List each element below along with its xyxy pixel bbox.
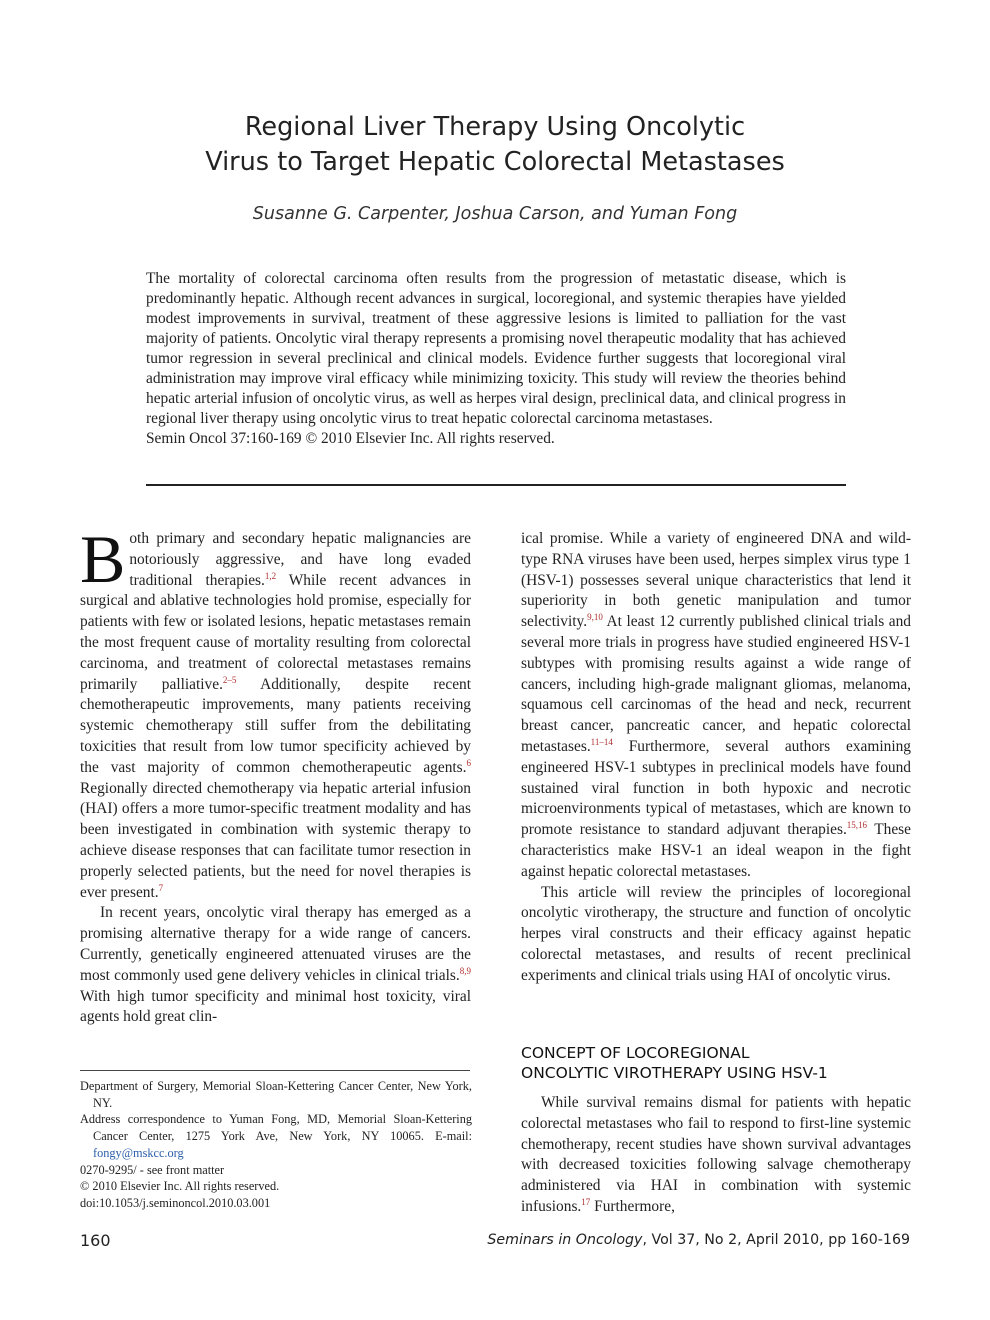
reference-link[interactable]: 15,16 (846, 820, 868, 831)
email-link[interactable]: fongy@mskcc.org (93, 1145, 184, 1160)
reference-link[interactable]: 8,9 (459, 965, 471, 976)
journal-name: Seminars in Oncology (487, 1232, 643, 1248)
author-list: Susanne G. Carpenter, Joshua Carson, and Yuman Fong (252, 204, 738, 224)
footnotes (80, 1078, 472, 1212)
left-paragraph-2: In recent years, oncolytic viral therapy has emerged as a promising alternative therapy for a wide range of cancers. Currently, genetically engineered attenuated viruses are the most commonly used gene delivery vehicles in clinical trials.$^{8,9}$ With high tumor specificity and minimal host toxicity, viral agents hold great clin- (80, 904, 471, 1026)
article-title (80, 110, 910, 180)
abstract-text: The mortality of colorectal carcinoma often results from the progression of metastatic disease, which is predominantly hepatic. Although recent advances in surgical, locoregional, and systemic therapies have yielded modest improvements in survival, treatment of these aggressive lesions is limited to palliation for the vast majority of patients. Oncolytic viral therapy represents a promising novel therapeutic modality that has achieved tumor regression in several preclinical and clinical models. Evidence further suggests that locoregional viral administration may improve viral efficacy while minimizing toxicity. This study will review the theories behind hepatic arterial infusion of oncolytic virus, as well as herpes viral design, preclinical data, and clinical progress in regional liver therapy using oncolytic virus to treat hepatic colorectal carcinoma metastases. (146, 270, 846, 427)
correspondence-note: Address correspondence to Yuman Fong, MD, Memorial Sloan-Kettering Cancer Center, 1275 York Ave, New York, NY 10065. E-mail: fongy@mskcc.org (80, 1112, 472, 1160)
right-column-section (521, 1093, 911, 1218)
copyright-note: © 2010 Elsevier Inc. All rights reserved. (80, 1179, 280, 1194)
abstract (146, 269, 846, 449)
title-line-2: Virus to Target Hepatic Colorectal Metastases (205, 147, 785, 177)
title-line-1: Regional Liver Therapy Using Oncolytic (244, 112, 746, 142)
left-paragraph-1: Both primary and secondary hepatic malignancies are notoriously aggressive, and have long evaded traditional therapies.$^{1,2}$ While recent advances in surgical and ablative technologies hold promise, especially for patients with few or isolated lesions, hepatic metastases remain the most frequent cause of mortality resulting from colorectal carcinoma, and treatment of colorectal metastases remains primarily palliative.$^{2-5}$ Additionally, despite recent chemotherapeutic improvements, many patients receiving systemic chemotherapy still suffer from the debilitating toxicities that result from low tumor specificity achieved by the vast majority of common chemotherapeutic agents.$^6$ Regionally directed chemotherapy via hepatic arterial infusion (HAI) offers a more tumor-specific treatment modality and has been investigated in combination with systemic therapy to achieve disease responses that can facilitate tumor resection in properly selected patients, but the need for novel therapies is ever present.$^7$ (80, 521, 471, 901)
abstract-bottom-rule (146, 484, 846, 486)
journal-details: , Vol 37, No 2, April 2010, pp 160-169 (642, 1232, 910, 1248)
reference-link[interactable]: 17 (581, 1196, 591, 1207)
affiliation-note: Department of Surgery, Memorial Sloan-Kettering Cancer Center, New York, NY. (80, 1079, 472, 1110)
right-paragraph-1: ical promise. While a variety of engineered DNA and wild-type RNA viruses have been used, herpes simplex virus type 1 (HSV-1) possesses several unique characteristics that lend it superiority in both genetic manipulation and tumor selectivity.$^{9,10}$ At least 12 currently published clinical trials and several more trials in progress have studied engineered HSV-1 subtypes with promising results against a wide range of cancers, including high-grade malignant gliomas, melanoma, squamous cell carcinomas of the head and neck, recurrent breast cancer, pancreatic cancer, and hepatic colorectal metastases.$^{11-14}$ Furthermore, several authors examining engineered HSV-1 subtypes in preclinical models have found sustained viral function in both hypoxic and necrotic microenvironments typical of metastases, which are known to promote resistance to standard adjuvant therapies.$^{15,16}$ These characteristics make HSV-1 an ideal weapon in the fight against hepatic colorectal metastases. (521, 530, 911, 880)
reference-link[interactable]: 9,10 (587, 612, 603, 623)
left-column (80, 521, 471, 1028)
journal-footer (487, 1232, 910, 1248)
reference-link[interactable]: 1,2 (264, 570, 277, 581)
right-paragraph-3: While survival remains dismal for patients with hepatic colorectal metastases who fail to respond to first-line systemic chemotherapy, recent studies have shown survival advantages with decreased toxicities following salvage chemotherapy administered via HAI in combination with systemic infusions.$^{17}$ Furthermore, (521, 1094, 911, 1215)
footnote-rule (80, 1070, 470, 1071)
doi-note: doi:10.1053/j.seminoncol.2010.03.001 (80, 1195, 271, 1210)
section-heading: CONCEPT OF LOCOREGIONAL ONCOLYTIC VIROTHERAPY USING HSV-1 (521, 1044, 828, 1082)
page-number: 160 (80, 1231, 111, 1250)
right-column (521, 529, 911, 987)
reference-link[interactable]: 7 (158, 882, 164, 893)
reference-link[interactable]: 6 (466, 757, 471, 768)
reference-link[interactable]: 2–5 (222, 674, 237, 685)
right-paragraph-2: This article will review the principles of locoregional oncolytic virotherapy, the structure and function of oncolytic herpes viral constructs and their efficacy against hepatic colorectal metastases, and results of recent preclinical experiments and clinical trials using HAI of oncolytic virus. (521, 883, 911, 984)
drop-cap: B (80, 521, 126, 597)
abstract-citation: Semin Oncol 37:160-169 © 2010 Elsevier Inc. All rights reserved. (146, 430, 555, 447)
reference-link[interactable]: 11–14 (590, 736, 613, 747)
issn-note: 0270-9295/ - see front matter (80, 1162, 225, 1177)
